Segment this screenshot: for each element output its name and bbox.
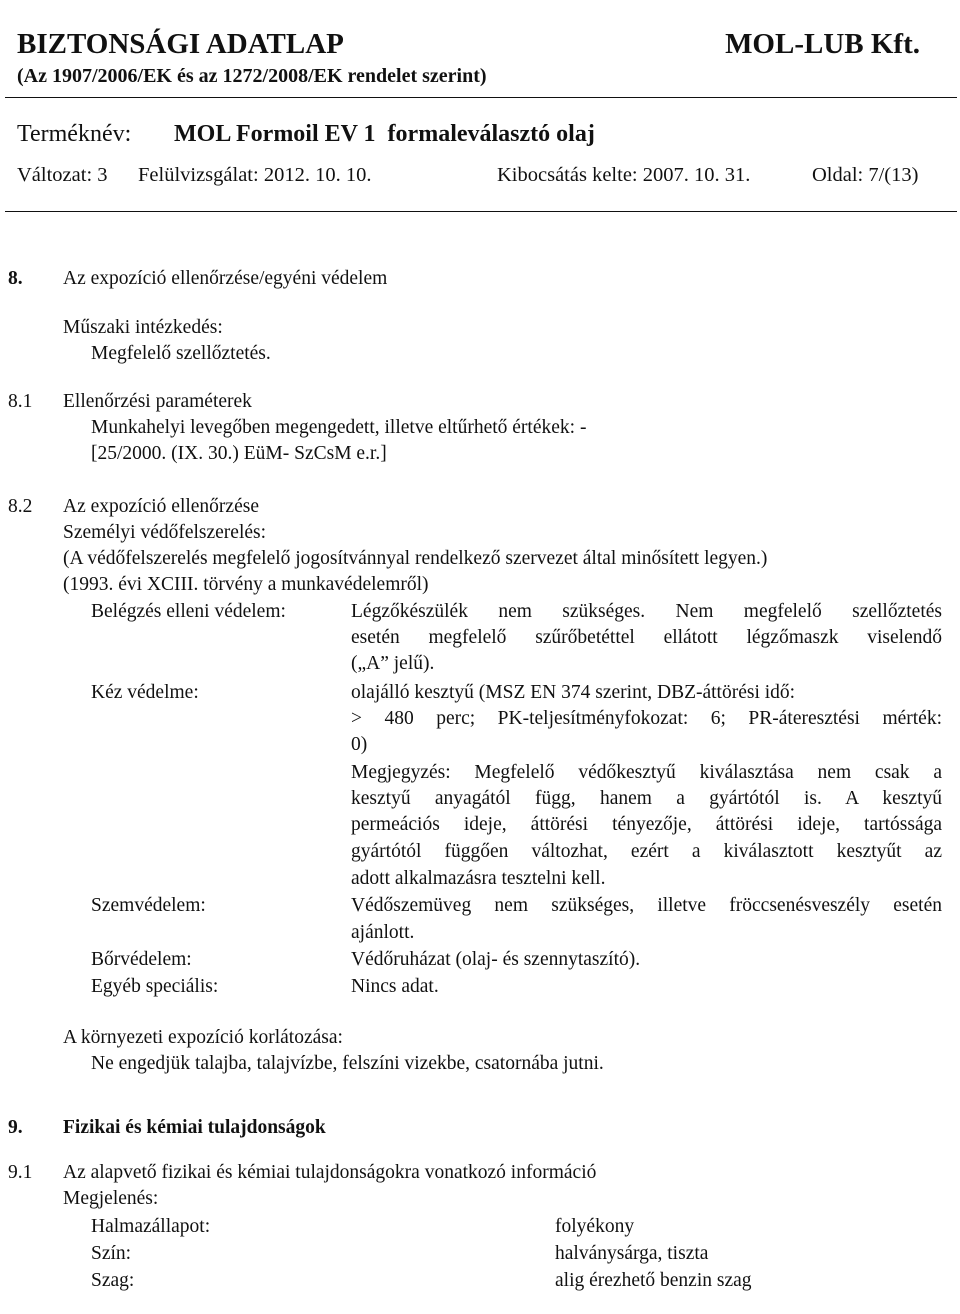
skin-protection-value: Védőruházat (olaj- és szennytaszító).	[351, 949, 641, 970]
respiratory-protection-line: („A” jelű).	[351, 653, 435, 674]
hand-protection-line: permeációs ideje, áttörési tényezője, áttörési ideje, tartóssága	[351, 814, 942, 835]
ppe-note-certification: (A védőfelszerelés megfelelő jogosítvánnyal rendelkező szervezet által minősített legyen.)	[63, 548, 768, 569]
engineering-measures-label: Műszaki intézkedés:	[63, 317, 223, 338]
regulation-reference: (Az 1907/2006/EK és az 1272/2008/EK rendelet szerint)	[17, 65, 487, 87]
hand-protection-line: olajálló kesztyű (MSZ EN 374 szerint, DBZ-áttörési idő:	[351, 682, 796, 703]
section-8-2-title: Az expozíció ellenőrzése	[63, 496, 259, 517]
exposure-limits-text: Munkahelyi levegőben megengedett, illetve eltűrhető értékek: -	[91, 417, 587, 438]
company-name: MOL-LUB Kft.	[725, 28, 920, 60]
respiratory-protection-line: Légzőkészülék nem szükséges. Nem megfelelő szellőztetés	[351, 601, 942, 622]
page-number: Oldal: 7/(13)	[812, 164, 919, 186]
exposure-limits-reference: [25/2000. (IX. 30.) EüM- SzCsM e.r.]	[91, 443, 387, 464]
respiratory-protection-line: esetén megfelelő szűrőbetéttel ellátott légzőmaszk viselendő	[351, 627, 942, 648]
section-9-1-number: 9.1	[8, 1162, 33, 1183]
section-8-1-title: Ellenőrzési paraméterek	[63, 391, 252, 412]
product-name: MOL Formoil EV 1 formaleválasztó olaj	[174, 121, 595, 147]
other-special-value: Nincs adat.	[351, 976, 439, 997]
environmental-exposure-value: Ne engedjük talajba, talajvízbe, felszíni vizekbe, csatornába jutni.	[91, 1053, 604, 1074]
environmental-exposure-label: A környezeti expozíció korlátozása:	[63, 1027, 343, 1048]
ppe-label: Személyi védőfelszerelés:	[63, 522, 267, 543]
hand-protection-line: 0)	[351, 734, 368, 755]
hand-protection-label: Kéz védelme:	[91, 682, 199, 703]
eye-protection-line: ajánlott.	[351, 922, 415, 943]
revision-date: Felülvizsgálat: 2012. 10. 10.	[138, 164, 372, 186]
respiratory-protection-label: Belégzés elleni védelem:	[91, 601, 286, 622]
other-special-label: Egyéb speciális:	[91, 976, 219, 997]
section-8-number: 8.	[8, 268, 23, 289]
hand-protection-line: adott alkalmazásra tesztelni kell.	[351, 868, 606, 889]
issue-date: Kibocsátás kelte: 2007. 10. 31.	[497, 164, 751, 186]
section-8-1-number: 8.1	[8, 391, 33, 412]
version: Változat: 3	[17, 164, 108, 186]
document-title: BIZTONSÁGI ADATLAP	[17, 28, 344, 60]
property-label: Szín:	[91, 1243, 132, 1264]
hand-protection-line: Megjegyzés: Megfelelő védőkesztyű kiválasztása nem csak a	[351, 762, 942, 783]
header-bottom-divider	[5, 211, 957, 212]
section-8-title: Az expozíció ellenőrzése/egyéni védelem	[63, 268, 388, 289]
product-name-label: Terméknév:	[17, 121, 132, 147]
header-divider	[5, 97, 957, 98]
skin-protection-label: Bőrvédelem:	[91, 949, 192, 970]
appearance-label: Megjelenés:	[63, 1188, 159, 1209]
property-value: folyékony	[555, 1216, 635, 1237]
section-9-title: Fizikai és kémiai tulajdonságok	[63, 1117, 326, 1138]
section-9-number: 9.	[8, 1117, 23, 1138]
hand-protection-line: gyártótól függően változhat, ezért a kiválasztott kesztyűt az	[351, 841, 942, 862]
property-value: halványsárga, tiszta	[555, 1243, 709, 1264]
ppe-note-law: (1993. évi XCIII. törvény a munkavédelemről)	[63, 574, 429, 595]
property-label: Halmazállapot:	[91, 1216, 211, 1237]
property-label: Szag:	[91, 1270, 135, 1291]
hand-protection-line: kesztyű anyagától függ, hanem a gyártótól is. A kesztyű	[351, 788, 942, 809]
eye-protection-label: Szemvédelem:	[91, 895, 206, 916]
section-9-1-title: Az alapvető fizikai és kémiai tulajdonságokra vonatkozó információ	[63, 1162, 597, 1183]
hand-protection-line: > 480 perc; PK-teljesítményfokozat: 6; PR-áteresztési mérték:	[351, 708, 942, 729]
property-value: alig érezhető benzin szag	[555, 1270, 752, 1291]
section-8-2-number: 8.2	[8, 496, 33, 517]
engineering-measures-value: Megfelelő szellőztetés.	[91, 343, 271, 364]
eye-protection-line: Védőszemüveg nem szükséges, illetve fröccsenésveszély esetén	[351, 895, 942, 916]
